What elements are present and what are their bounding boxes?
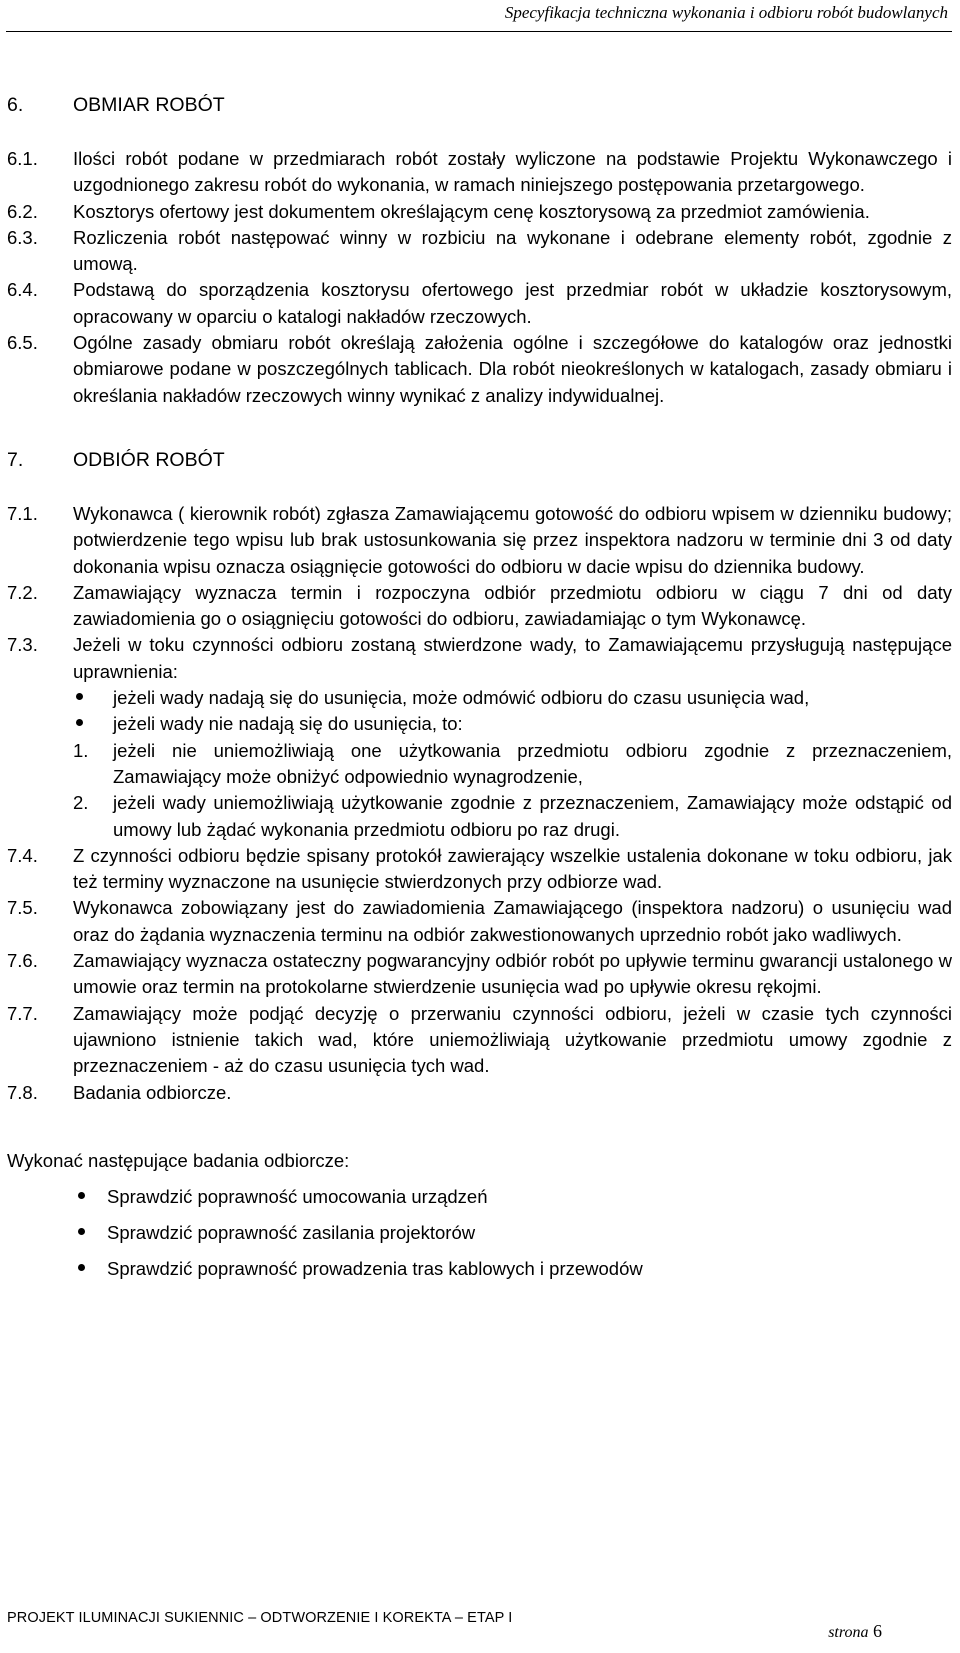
page-number-value: 6 (873, 1621, 882, 1641)
section-number: 7. (7, 448, 24, 471)
tests-intro: Wykonać następujące badania odbiorcze: (7, 1149, 350, 1171)
paragraph-text: Wykonawca ( kierownik robót) zgłasza Zamawiającemu gotowość do odbioru wpisem w dzienniku budowy; potwierdzenie tego wpisu lub brak ustosunkowania się przez inspektora nadzoru w terminie dni 3 od daty dokonania wpisu oznacza osiągnięcie gotowości do odbioru w dacie wpisu do dziennika budowy. (73, 502, 952, 577)
paragraph-number: 6.1. (7, 148, 38, 169)
bullet-item (73, 685, 952, 711)
paragraph-7-8 (7, 1080, 952, 1106)
paragraph-number: 7.5. (7, 897, 38, 919)
paragraph-number: 6.4. (7, 279, 38, 301)
section-title: OBMIAR ROBÓT (73, 94, 225, 116)
paragraph-text: Wykonawca zobowiązany jest do zawiadomienia Zamawiającego (inspektora nadzoru) o usunięciu wad oraz do żądania wyznaczenia terminu na odbiór zakwestionowanych uprzednio robót jako wadliwych. (73, 897, 952, 945)
header-rule (6, 31, 952, 32)
paragraph-number: 6.5. (7, 332, 38, 354)
paragraph-text: Zamawiający wyznacza termin i rozpoczyna odbiór przedmiotu odbioru w ciągu 7 dni od daty zawiadomienia go o osiągnięciu gotowości do odbioru, zawiadamiając o tym Wykonawcę. (73, 581, 952, 630)
paragraph-number: 7.2. (7, 581, 38, 603)
footer-project-name: PROJEKT ILUMINACJI SUKIENNIC – ODTWORZENIE I KOREKTA – ETAP I (7, 1610, 513, 1626)
paragraph-7-6 (7, 948, 952, 1001)
bullet-icon (73, 711, 113, 737)
numbered-marker: 2. (73, 792, 89, 814)
paragraph-number: 7.1. (7, 502, 38, 524)
bullet-icon (73, 685, 113, 711)
test-item-text: Sprawdzić poprawność prowadzenia tras kablowych i przewodów (107, 1257, 643, 1279)
paragraph-7-4 (7, 843, 952, 896)
test-item-text: Sprawdzić poprawność zasilania projektorów (107, 1221, 476, 1243)
paragraph-7-3 (7, 632, 952, 842)
tests-list (7, 1184, 952, 1282)
paragraph-text: Kosztorys ofertowy jest dokumentem określającym cenę kosztorysową za przedmiot zamówienia. (73, 200, 870, 222)
paragraph-number: 7.6. (7, 950, 38, 972)
section-title: ODBIÓR ROBÓT (73, 448, 225, 471)
test-item (7, 1184, 952, 1210)
paragraph-text: Zamawiający może podjąć decyzję o przerwaniu czynności odbioru, jeżeli w czasie tych czynności ujawniono istnienie takich wad, które uniemożliwiają użytkowanie przedmiotu umowy zgodnie z przeznaczeniem - aż do czasu usunięcia tych wad. (73, 1002, 952, 1077)
paragraph-7-1 (7, 501, 952, 580)
section-6 (7, 92, 952, 409)
paragraph-6-4 (7, 277, 952, 330)
numbered-item (73, 790, 952, 843)
paragraph-body (73, 632, 952, 842)
section-number: 6. (7, 94, 24, 116)
paragraph-6-5 (7, 330, 952, 409)
numbered-text: jeżeli wady uniemożliwiają użytkowanie zgodnie z przeznaczeniem, Zamawiający może odstąpić od umowy lub żądać wykonania przedmiotu odbioru po raz drugi. (113, 792, 952, 840)
test-item (7, 1220, 952, 1246)
paragraph-number: 7.8. (7, 1081, 38, 1103)
paragraph-number: 6.3. (7, 226, 38, 248)
paragraph-number: 7.7. (7, 1002, 38, 1024)
paragraph-number: 7.3. (7, 634, 38, 656)
numbered-text: jeżeli nie uniemożliwiają one użytkowania przedmiotu odbioru zgodnie z przeznaczeniem, Zamawiający może obniżyć odpowiednio wynagrodzenie, (113, 739, 952, 787)
page-number (828, 1621, 882, 1642)
paragraph-text: Jeżeli w toku czynności odbioru zostaną stwierdzone wady, to Zamawiającemu przysługują następujące uprawnienia: (73, 634, 952, 682)
paragraph-text: Ilości robót podane w przedmiarach robót zostały wyliczone na podstawie Projektu Wykonawczego i uzgodnionego zakresu robót do wykonania, w ramach niniejszego postępowania przetargowego. (73, 148, 952, 196)
numbered-marker: 1. (73, 739, 89, 761)
paragraph-7-7 (7, 1001, 952, 1080)
test-item-text: Sprawdzić poprawność umocowania urządzeń (107, 1185, 488, 1207)
document-header-title: Specyfikacja techniczna wykonania i odbioru robót budowlanych (504, 3, 948, 22)
paragraph-number: 7.4. (7, 844, 38, 866)
page-label: strona (828, 1624, 869, 1641)
bullet-text: jeżeli wady nie nadają się do usunięcia, to: (113, 713, 463, 735)
bullet-text: jeżeli wady nadają się do usunięcia, może odmówić odbioru do czasu usunięcia wad, (113, 687, 810, 709)
test-item (7, 1256, 952, 1282)
bullet-icon (7, 1256, 107, 1282)
bullet-icon (7, 1220, 107, 1246)
paragraph-text: Rozliczenia robót następować winny w rozbiciu na wykonane i odebrane elementy robót, zgodnie z umową. (73, 226, 952, 275)
paragraph-7-5 (7, 895, 952, 948)
paragraph-number: 6.2. (7, 200, 38, 222)
paragraph-text: Ogólne zasady obmiaru robót określają założenia ogólne i szczegółowe do katalogów oraz jednostki obmiarowe podane w poszczególnych tablicach. Dla robót nieokreślonych w katalogach, zasady obmiaru i określania nakładów rzeczowych winny wynikać z analizy indywidualnej. (73, 332, 952, 406)
section-6-heading (7, 92, 952, 118)
paragraph-6-3 (7, 225, 952, 278)
paragraph-7-2 (7, 580, 952, 633)
paragraph-6-1 (7, 146, 952, 199)
document-body (7, 92, 952, 1282)
paragraph-text: Zamawiający wyznacza ostateczny pogwarancyjny odbiór robót po upływie terminu gwarancji ustalonego w umowie oraz termin na protokolarne stwierdzenie usunięcia wad po upływie okresu rękojmi. (73, 950, 952, 998)
section-7-heading (7, 447, 952, 473)
paragraph-text: Podstawą do sporządzenia kosztorysu ofertowego jest przedmiar robót w układzie kosztorysowym, opracowany w oparciu o katalogi nakładów rzeczowych. (73, 279, 952, 327)
paragraph-text: Badania odbiorcze. (73, 1081, 232, 1103)
numbered-item (73, 738, 952, 791)
bullet-item (73, 711, 952, 737)
paragraph-6-2 (7, 199, 952, 225)
bullet-icon (7, 1184, 107, 1210)
section-7 (7, 447, 952, 1106)
paragraph-text: Z czynności odbioru będzie spisany protokół zawierający wszelkie ustalenia dokonane w toku odbioru, jak też terminy wyznaczone na usunięcie stwierdzonych przy odbiorze wad. (73, 844, 952, 893)
